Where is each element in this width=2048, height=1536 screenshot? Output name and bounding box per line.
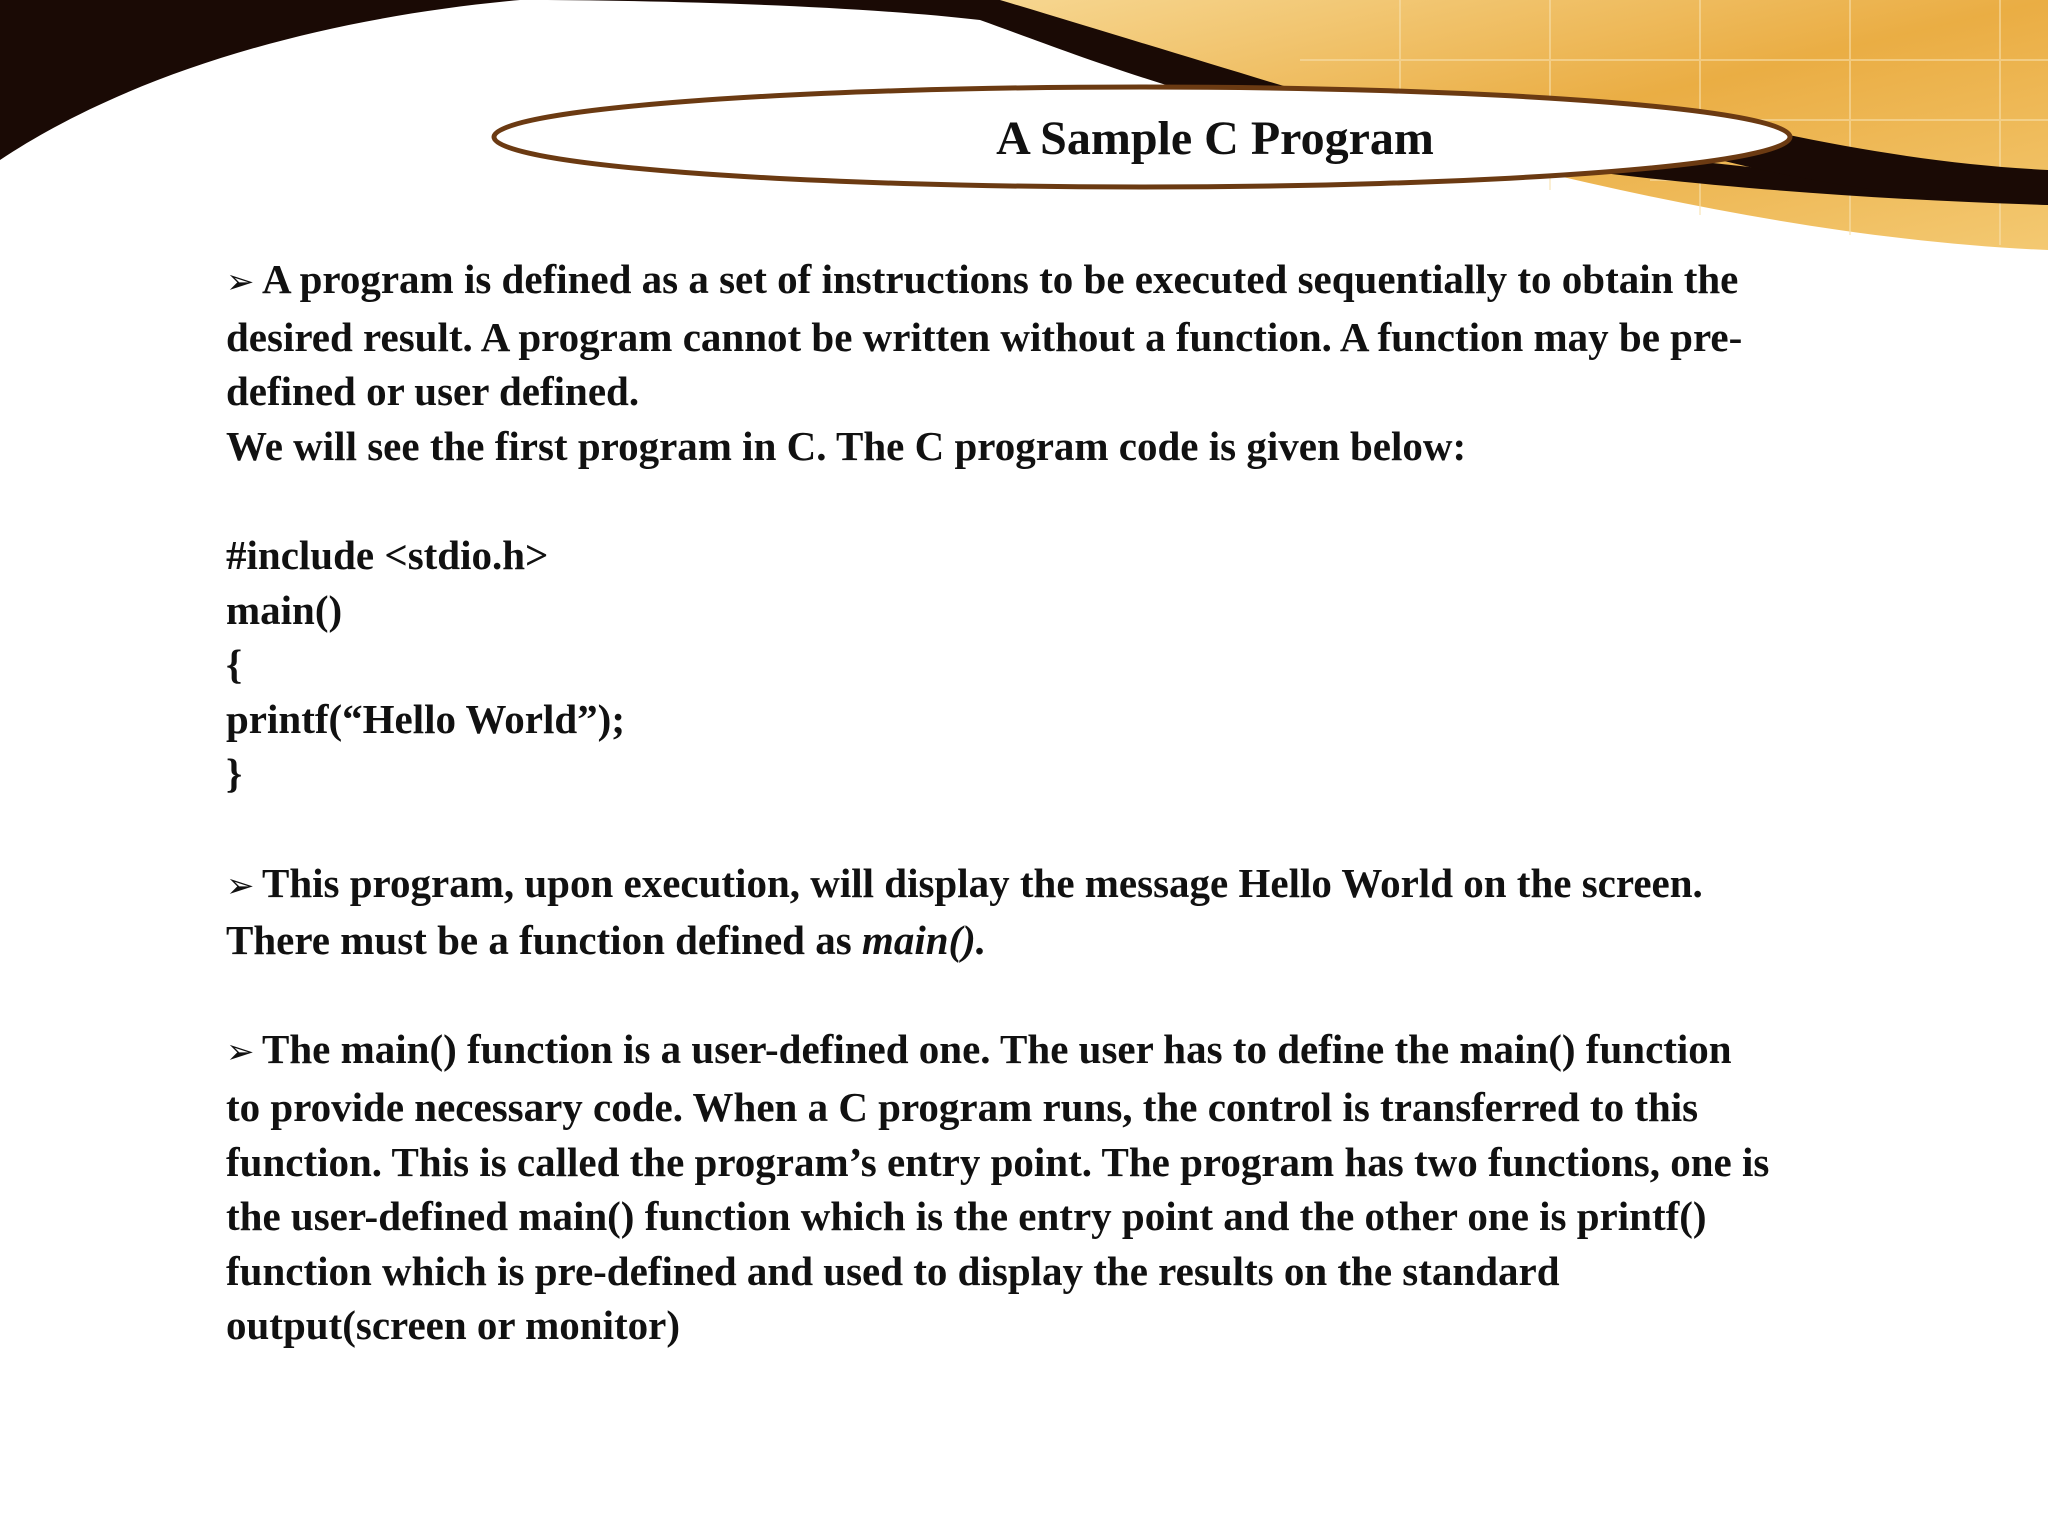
- slide-body: [226, 252, 1966, 1353]
- bullet-3-line-2: to provide necessary code. When a C program runs, the control is transferred to this: [226, 1083, 1699, 1130]
- bullet-paragraph-2: [226, 856, 1966, 968]
- code-line-3: {: [226, 641, 243, 688]
- bullet-2-line-1: This program, upon execution, will display the message Hello World on the screen.: [262, 859, 1703, 906]
- bullet-3-line-1: The main() function is a user-defined one. The user has to define the main() function: [262, 1026, 1732, 1073]
- bullet-paragraph-1: [226, 252, 1966, 473]
- code-line-5: }: [226, 750, 243, 797]
- arrow-bullet-icon: ➢: [226, 865, 255, 906]
- title-banner: [490, 86, 1790, 190]
- bullet-1-line-2: desired result. A program cannot be written without a function. A function may be pre-: [226, 313, 1743, 360]
- code-line-1: #include <stdio.h>: [226, 531, 549, 578]
- bullet-1-line-4: We will see the first program in C. The C program code is given below:: [226, 422, 1467, 469]
- bullet-2-line-2: There must be a function defined as: [226, 917, 862, 964]
- bullet-2-emphasis: main().: [861, 917, 987, 964]
- arrow-bullet-icon: ➢: [226, 262, 255, 302]
- bullet-1-line-3: defined or user defined.: [226, 368, 640, 415]
- bullet-3-line-3: function. This is called the program’s entry point. The program has two functions, one is: [226, 1138, 1770, 1185]
- arrow-bullet-icon: ➢: [226, 1032, 255, 1073]
- code-line-4: printf(“Hello World”);: [226, 695, 625, 742]
- bullet-3-line-5: function which is pre-defined and used to display the results on the standard: [226, 1247, 1560, 1294]
- bullet-1-line-1: A program is defined as a set of instructions to be executed sequentially to obtain the: [262, 256, 1739, 302]
- bullet-3-line-6: output(screen or monitor): [226, 1302, 680, 1349]
- slide-title: A Sample C Program: [996, 111, 1434, 165]
- bullet-3-line-4: the user-defined main() function which is the entry point and the other one is printf(): [226, 1193, 1707, 1240]
- bullet-paragraph-3: [226, 1022, 1966, 1353]
- code-line-2: main(): [226, 586, 343, 633]
- code-sample: [226, 528, 1966, 801]
